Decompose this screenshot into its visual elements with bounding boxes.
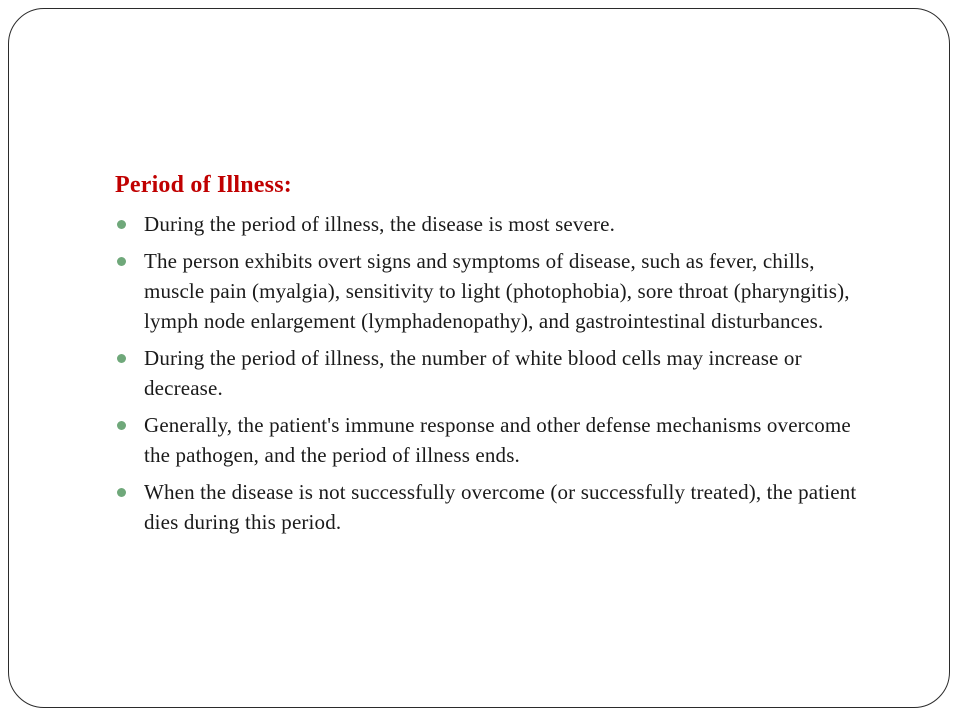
bullet-dot-icon [117,257,126,266]
bullet-dot-icon [117,220,126,229]
slide-frame [8,8,950,708]
bullet-list [115,209,875,537]
list-item-text: During the period of illness, the disease is most severe. [144,212,616,236]
slide-content [115,169,875,544]
list-item-text: Generally, the patient's immune response and other defense mechanisms overcome the pathogen, and the period of illness ends. [144,413,851,467]
list-item-text: During the period of illness, the number of white blood cells may increase or decrease. [144,346,802,400]
slide-heading: Period of Illness: [115,172,292,198]
list-item [115,343,875,403]
list-item [115,209,875,239]
bullet-dot-icon [117,488,126,497]
list-item [115,477,875,537]
bullet-dot-icon [117,354,126,363]
bullet-dot-icon [117,421,126,430]
list-item-text: When the disease is not successfully overcome (or successfully treated), the patient dies during this period. [144,480,857,534]
list-item-text: The person exhibits overt signs and symptoms of disease, such as fever, chills, muscle pain (myalgia), sensitivity to light (photophobia), sore throat (pharyngitis), lymph node enlargement (lymphadenopathy), and gastrointestinal disturbances. [144,249,850,333]
list-item [115,410,875,470]
list-item [115,246,875,336]
